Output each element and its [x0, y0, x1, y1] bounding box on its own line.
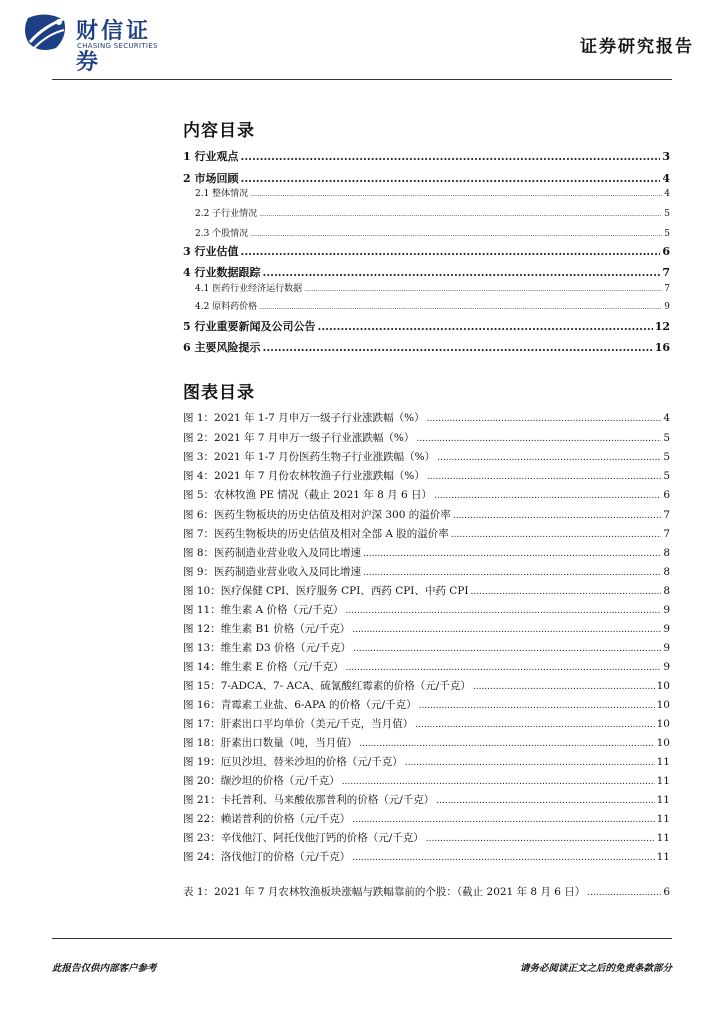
figure-entry-page: 10 — [656, 699, 670, 711]
figure-entry-label: 图 21：卡托普利、马来酸依那普利的价格（元/千克） — [183, 794, 435, 806]
figure-entry-page: 5 — [663, 451, 670, 463]
figure-entry-page: 11 — [656, 832, 670, 844]
figure-entry[interactable] — [183, 697, 670, 712]
toc-entry-label: 2.1 整体情况 — [195, 189, 249, 199]
figure-entry-page: 11 — [656, 756, 670, 768]
leader-dots — [587, 888, 661, 898]
figure-entry[interactable] — [183, 621, 670, 636]
logo-english-name: CHASING SECURITIES — [77, 42, 158, 50]
figure-entry[interactable] — [183, 410, 670, 425]
figure-entry[interactable] — [183, 468, 670, 483]
leader-dots — [363, 549, 661, 559]
figure-entry-page: 9 — [663, 661, 670, 673]
leader-dots — [426, 834, 655, 844]
figure-entry-label: 图 22：赖诺普利的价格（元/千克） — [183, 813, 351, 825]
figure-entry[interactable] — [183, 449, 670, 464]
figure-entry-page: 11 — [656, 813, 670, 825]
toc-entry-page: 4 — [662, 172, 670, 185]
toc-entry-page: 9 — [664, 302, 670, 312]
figure-entry-page: 8 — [663, 547, 670, 559]
leader-dots — [453, 511, 662, 521]
leader-dots — [353, 644, 661, 654]
figure-entry-label: 图 5：农林牧渔 PE 情况（截止 2021 年 8 月 6 日） — [183, 489, 433, 501]
toc-entry[interactable] — [183, 243, 670, 259]
figure-entry-page: 6 — [663, 489, 670, 501]
leader-dots — [471, 587, 662, 597]
toc-entry[interactable] — [195, 281, 670, 294]
figure-entry-page: 7 — [663, 509, 670, 521]
figure-entry-label: 图 9：医药制造业营业收入及同比增速 — [183, 566, 362, 578]
figure-entry-page: 9 — [663, 604, 670, 616]
figure-entry-page: 10 — [656, 737, 670, 749]
leader-dots — [352, 815, 654, 825]
toc-entry-page: 16 — [654, 341, 670, 354]
toc-entry-label: 1 行业观点 — [183, 150, 239, 163]
figure-entry[interactable] — [183, 659, 670, 674]
toc-entry-page: 7 — [664, 284, 670, 294]
figure-entry[interactable] — [183, 430, 670, 445]
leader-dots — [405, 758, 655, 768]
figure-entry[interactable] — [183, 602, 670, 617]
leader-dots — [415, 720, 654, 730]
figure-entry-label: 图 15：7-ADCA、7- ACA、硫氰酸红霉素的价格（元/千克） — [183, 680, 471, 692]
figure-entry-label: 图 10：医疗保健 CPI、医疗服务 CPI、西药 CPI、中药 CPI — [183, 585, 469, 597]
table-entry-page: 6 — [663, 886, 670, 898]
footer-disclaimer: 请务必阅读正文之后的免责条款部分 — [519, 963, 672, 974]
figure-entry[interactable] — [183, 754, 670, 769]
figure-entry[interactable] — [183, 849, 670, 864]
leader-dots — [436, 796, 654, 806]
toc-entry[interactable] — [195, 299, 670, 312]
toc-entry-label: 5 行业重要新闻及公司公告 — [183, 320, 316, 333]
figure-entry-label: 图 16：青霉素工业盐、6-APA 的价格（元/千克） — [183, 699, 417, 711]
toc-entry-page: 5 — [664, 209, 670, 219]
figure-entry[interactable] — [183, 716, 670, 731]
figure-entry-label: 图 14：维生素 E 价格（元/千克） — [183, 661, 344, 673]
leader-dots — [359, 739, 654, 749]
figure-entry-page: 9 — [663, 623, 670, 635]
figure-entry-page: 5 — [663, 432, 670, 444]
leader-dots — [240, 172, 660, 185]
toc-entry[interactable] — [195, 206, 670, 219]
footer-notice: 此报告仅供内部客户参考 — [52, 963, 157, 974]
figure-entry-label: 图 17：肝素出口平均单价（美元/千克，当月值） — [183, 718, 414, 730]
figure-entry-label: 图 2：2021 年 7 月申万一级子行业涨跌幅（%） — [183, 432, 415, 444]
footer-divider — [52, 938, 672, 939]
toc-entry-label: 4.2 原料药价格 — [195, 302, 258, 312]
leader-dots — [416, 434, 661, 444]
figure-entry[interactable] — [183, 830, 670, 845]
figure-entry[interactable] — [183, 792, 670, 807]
toc-entry-page: 7 — [662, 266, 670, 279]
toc-entry[interactable] — [183, 148, 670, 164]
leader-dots — [434, 491, 661, 501]
leader-dots — [363, 568, 661, 578]
figure-entry[interactable] — [183, 811, 670, 826]
report-type-label: 证券研究报告 — [580, 37, 694, 57]
leader-dots — [427, 472, 661, 482]
toc-entry-label: 4 行业数据跟踪 — [183, 266, 261, 279]
figure-entry-page: 8 — [663, 566, 670, 578]
figure-entry[interactable] — [183, 735, 670, 750]
leader-dots — [317, 320, 652, 333]
leader-dots — [304, 286, 662, 293]
figure-entry[interactable] — [183, 640, 670, 655]
toc-title: 内容目录 — [183, 121, 255, 141]
figure-entry[interactable] — [183, 507, 670, 522]
toc-entry[interactable] — [183, 170, 670, 186]
toc-entry[interactable] — [183, 339, 670, 355]
toc-entry-page: 5 — [664, 229, 670, 239]
logo-emblem-icon — [24, 12, 68, 52]
figure-entry-page: 9 — [663, 642, 670, 654]
figure-entry-label: 图 8：医药制造业营业收入及同比增速 — [183, 547, 362, 559]
toc-entry-page: 3 — [662, 150, 670, 163]
company-logo — [24, 12, 174, 75]
leader-dots — [346, 663, 662, 673]
figure-entry-label: 图 3：2021 年 1-7 月份医药生物子行业涨跌幅（%） — [183, 451, 436, 463]
figure-entry-label: 图 23：辛伐他汀、阿托伐他汀钙的价格（元/千克） — [183, 832, 424, 844]
figure-entry-page: 10 — [656, 718, 670, 730]
figure-entry-page: 11 — [656, 794, 670, 806]
toc-entry-label: 6 主要风险提示 — [183, 341, 261, 354]
toc-entry[interactable] — [195, 186, 670, 199]
table-entry-label: 表 1：2021 年 7 月农林牧渔板块涨幅与跌幅靠前的个股：（截止 2021 年 8 月 6 日） — [183, 886, 586, 898]
toc-entry-page: 6 — [662, 245, 670, 258]
figure-entry[interactable] — [183, 583, 670, 598]
figure-entry[interactable] — [183, 526, 670, 541]
header-divider — [52, 79, 672, 80]
toc-entry[interactable] — [183, 264, 670, 280]
leader-dots — [419, 701, 655, 711]
figure-entry-label: 图 6：医药生物板块的历史估值及相对沪深 300 的溢价率 — [183, 509, 451, 521]
figure-entry-page: 10 — [656, 680, 670, 692]
leader-dots — [352, 853, 654, 863]
toc-entry-label: 4.1 医药行业经济运行数据 — [195, 284, 303, 294]
toc-entry-label: 3 行业估值 — [183, 245, 239, 258]
leader-dots — [352, 625, 661, 635]
figure-entry-label: 图 24：洛伐他汀的价格（元/千克） — [183, 851, 351, 863]
toc-entry[interactable] — [195, 226, 670, 239]
figure-entry[interactable] — [183, 487, 670, 502]
figure-entry-label: 图 18：肝素出口数量（吨，当月值） — [183, 737, 358, 749]
toc-entry-page: 12 — [654, 320, 670, 333]
figure-entry-page: 5 — [663, 470, 670, 482]
table-entry[interactable] — [183, 884, 670, 899]
figure-entry-page: 11 — [656, 775, 670, 787]
leader-dots — [342, 777, 655, 787]
figure-entry-page: 7 — [663, 528, 670, 540]
figure-entry-label: 图 7：医药生物板块的历史估值及相对全部 A 股的溢价率 — [183, 528, 449, 540]
figure-entry-label: 图 11：维生素 A 价格（元/千克） — [183, 604, 344, 616]
leader-dots — [473, 682, 655, 692]
toc-entry-label: 2.3 个股情况 — [195, 229, 249, 239]
figure-entry-label: 图 4：2021 年 7 月份农林牧渔子行业涨跌幅（%） — [183, 470, 425, 482]
leader-dots — [259, 304, 662, 311]
figure-entry-label: 图 1：2021 年 1-7 月申万一级子行业涨跌幅（%） — [183, 412, 425, 424]
leader-dots — [250, 231, 662, 238]
logo-chinese-name: 财信证券 — [76, 19, 152, 75]
figure-entry[interactable] — [183, 773, 670, 788]
figure-entry-page: 4 — [663, 412, 670, 424]
figure-entry[interactable] — [183, 545, 670, 560]
leader-dots — [240, 150, 660, 163]
toc-entry-page: 4 — [664, 189, 670, 199]
leader-dots — [250, 191, 662, 198]
figure-entry-label: 图 20：缬沙坦的价格（元/千克） — [183, 775, 340, 787]
figure-entry-page: 8 — [663, 585, 670, 597]
toc-entry-label: 2 市场回顾 — [183, 172, 239, 185]
toc-entry[interactable] — [183, 318, 670, 334]
figures-title: 图表目录 — [183, 383, 255, 403]
leader-dots — [262, 266, 660, 279]
figure-entry[interactable] — [183, 678, 670, 693]
leader-dots — [451, 530, 662, 540]
leader-dots — [262, 341, 652, 354]
leader-dots — [240, 245, 660, 258]
figure-entry[interactable] — [183, 564, 670, 579]
toc-entry-label: 2.2 子行业情况 — [195, 209, 258, 219]
leader-dots — [437, 453, 661, 463]
figure-entry-label: 图 19：厄贝沙坦、替米沙坦的价格（元/千克） — [183, 756, 403, 768]
figure-entry-label: 图 13：维生素 D3 价格（元/千克） — [183, 642, 352, 654]
leader-dots — [346, 606, 662, 616]
leader-dots — [427, 414, 662, 424]
figure-entry-label: 图 12：维生素 B1 价格（元/千克） — [183, 623, 351, 635]
figure-entry-page: 11 — [656, 851, 670, 863]
leader-dots — [259, 211, 662, 218]
